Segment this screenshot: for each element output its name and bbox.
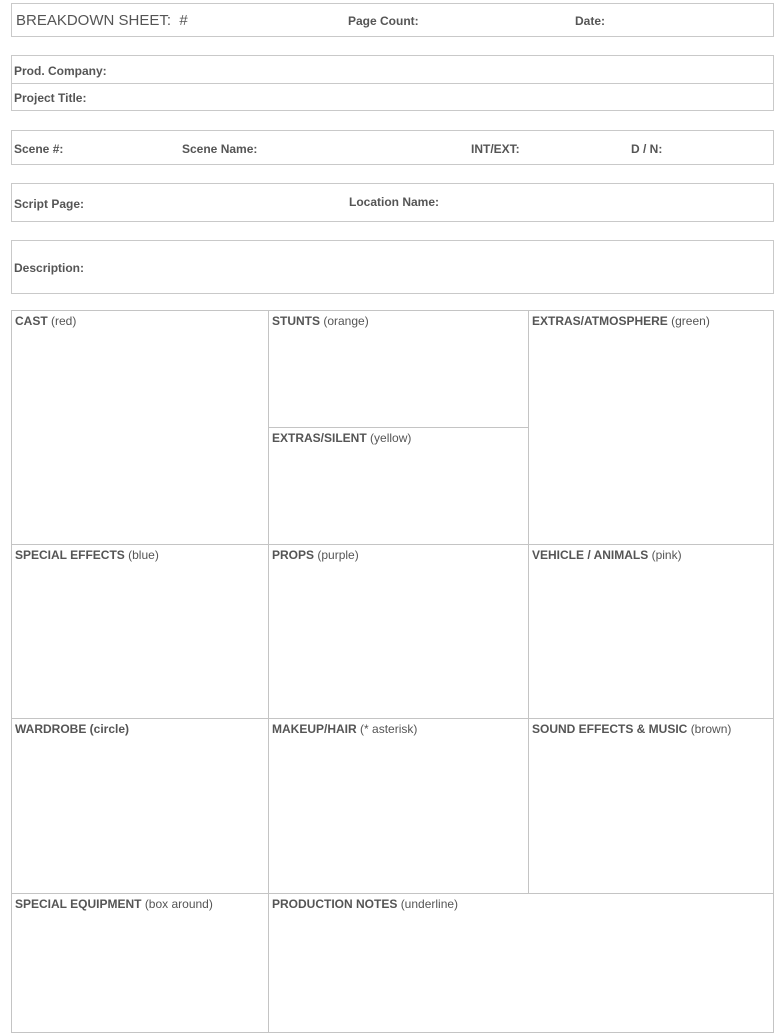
stunts-title: STUNTS bbox=[272, 314, 320, 328]
special-effects-cell bbox=[11, 544, 269, 719]
extras-silent-cell bbox=[268, 427, 529, 545]
description-label: Description: bbox=[14, 261, 85, 275]
wardrobe-cell bbox=[11, 718, 269, 894]
extras-atmosphere-title: EXTRAS/ATMOSPHERE bbox=[532, 314, 668, 328]
script-box bbox=[11, 183, 774, 222]
special-equipment-title: SPECIAL EQUIPMENT bbox=[15, 897, 142, 911]
extras-atmosphere-note: (green) bbox=[671, 314, 710, 328]
vehicle-animals-title: VEHICLE / ANIMALS bbox=[532, 548, 649, 562]
props-title: PROPS bbox=[272, 548, 315, 562]
header-box bbox=[11, 3, 774, 37]
makeup-hair-cell bbox=[268, 718, 529, 894]
production-notes-cell bbox=[268, 893, 774, 1033]
cast-note: (red) bbox=[51, 314, 77, 328]
script-page-label: Script Page: bbox=[14, 197, 85, 211]
production-box bbox=[11, 55, 774, 111]
special-effects-title: SPECIAL EFFECTS bbox=[15, 548, 125, 562]
page-count-label: Page Count: bbox=[348, 14, 419, 28]
location-name-label: Location Name: bbox=[349, 195, 440, 209]
date-label: Date: bbox=[575, 14, 606, 28]
props-note: (purple) bbox=[317, 548, 359, 562]
sound-effects-music-cell bbox=[528, 718, 774, 894]
int-ext-label: INT/EXT: bbox=[471, 142, 520, 156]
special-equipment-cell bbox=[11, 893, 269, 1033]
production-notes-note: (underline) bbox=[400, 897, 459, 911]
stunts-note: (orange) bbox=[323, 314, 369, 328]
props-cell bbox=[268, 544, 529, 719]
sheet-title: BREAKDOWN SHEET: # bbox=[16, 12, 188, 29]
scene-name-label: Scene Name: bbox=[182, 142, 258, 156]
special-equipment-note: (box around) bbox=[144, 897, 213, 911]
scene-box bbox=[11, 130, 774, 165]
extras-silent-title: EXTRAS/SILENT bbox=[272, 431, 367, 445]
cast-title: CAST bbox=[15, 314, 48, 328]
stunts-cell bbox=[268, 310, 529, 428]
extras-silent-note: (yellow) bbox=[370, 431, 412, 445]
project-title-label: Project Title: bbox=[14, 91, 87, 105]
cast-cell bbox=[11, 310, 269, 545]
sound-effects-music-title: SOUND EFFECTS & MUSIC bbox=[532, 722, 688, 736]
day-night-label: D / N: bbox=[631, 142, 663, 156]
makeup-hair-title: MAKEUP/HAIR bbox=[272, 722, 357, 736]
makeup-hair-note: (* asterisk) bbox=[360, 722, 418, 736]
scene-number-label: Scene #: bbox=[14, 142, 64, 156]
sound-effects-music-note: (brown) bbox=[690, 722, 732, 736]
description-box bbox=[11, 240, 774, 294]
vehicle-animals-note: (pink) bbox=[651, 548, 682, 562]
special-effects-note: (blue) bbox=[128, 548, 159, 562]
production-notes-title: PRODUCTION NOTES bbox=[272, 897, 398, 911]
extras-atmosphere-cell bbox=[528, 310, 774, 545]
prod-company-label: Prod. Company: bbox=[14, 64, 107, 78]
wardrobe-title: WARDROBE (circle) bbox=[15, 722, 130, 736]
production-divider bbox=[12, 83, 773, 84]
vehicle-animals-cell bbox=[528, 544, 774, 719]
